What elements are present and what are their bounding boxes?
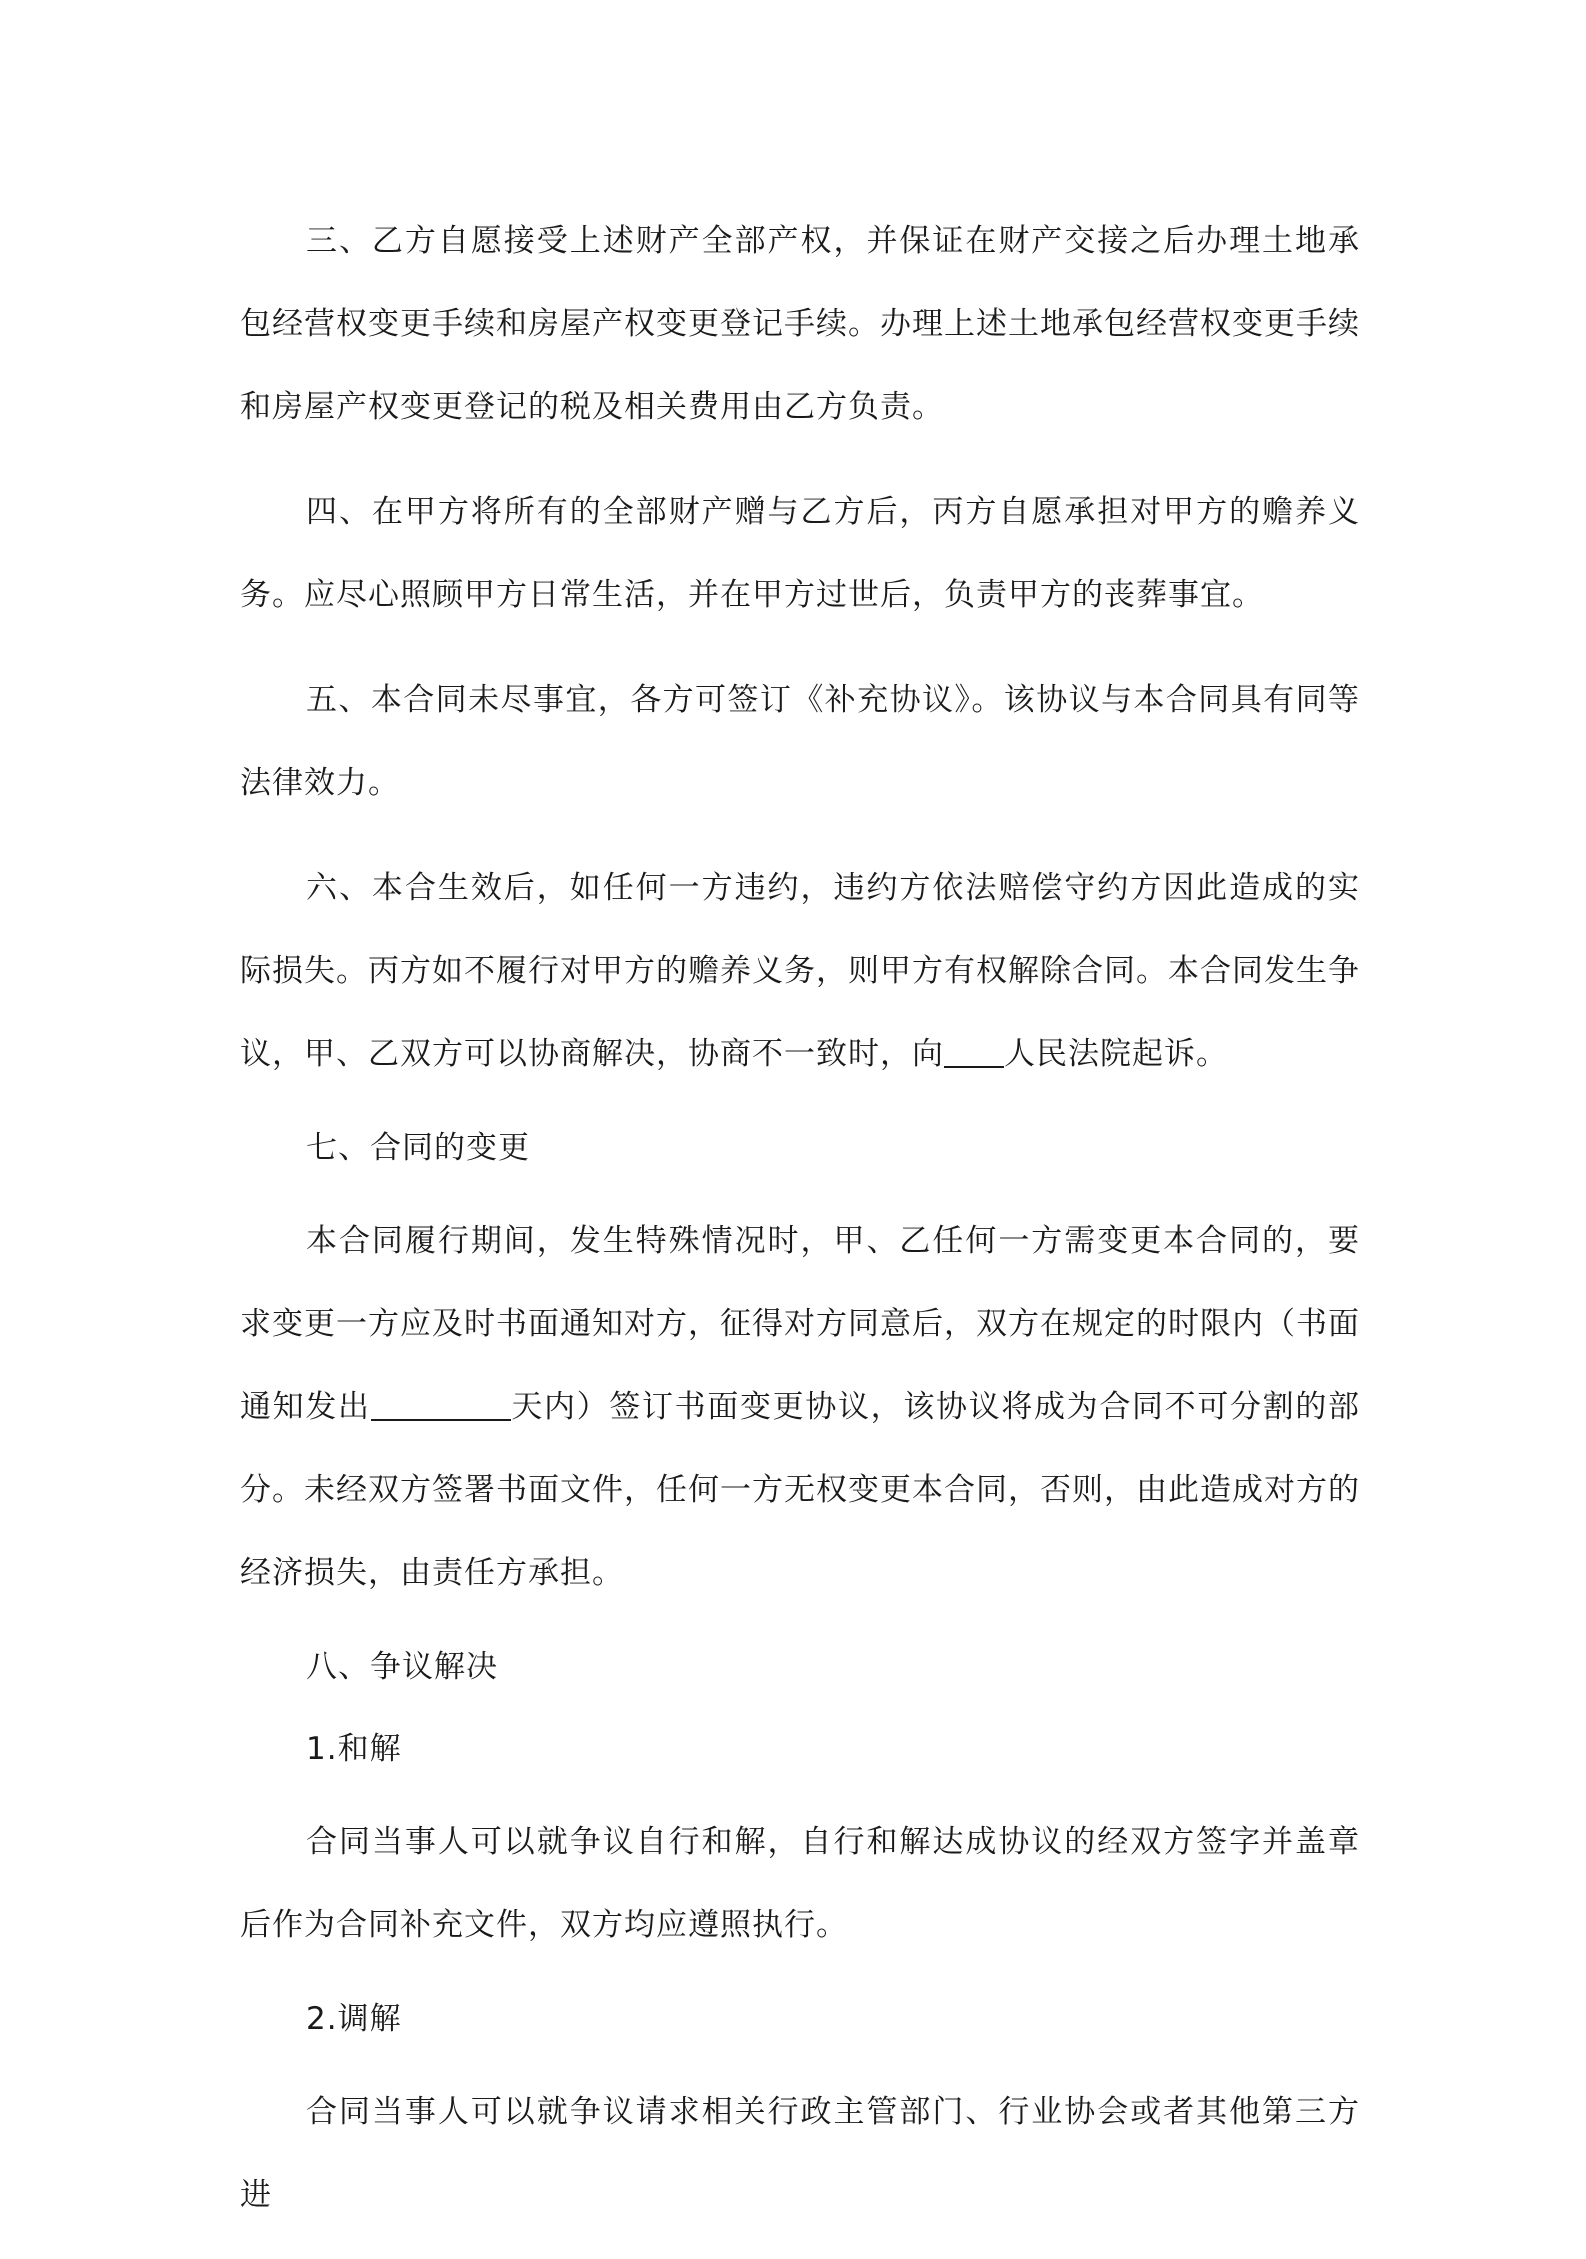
- subsection-2-heading: 2.调解: [306, 2001, 402, 2037]
- clause-8-heading: 八、争议解决: [306, 1649, 498, 1685]
- document-body: [240, 200, 1360, 2259]
- clause-7-paragraph: [240, 1200, 1360, 1615]
- notice-days-blank: [371, 1389, 511, 1421]
- subsection-1-heading: 1.和解: [306, 1731, 402, 1767]
- clause-6-paragraph: [240, 847, 1360, 1096]
- clause-5-paragraph: 五、本合同未尽事宜，各方可签订《补充协议》。该协议与本合同具有同等法律效力。: [240, 682, 1360, 801]
- clause-7-heading: 七、合同的变更: [306, 1130, 530, 1166]
- clause-7-text-before-blank: 本合同履行期间，发生特殊情况时，甲、乙任何一方需变更本合同的，要求变更一方应及时书面通知对方，征得对方同意后，双方在规定的时限内（书面通知发出: [240, 1223, 1360, 1425]
- clause-3-paragraph: 三、乙方自愿接受上述财产全部产权，并保证在财产交接之后办理土地承包经营权变更手续和房屋产权变更登记手续。办理上述土地承包经营权变更手续和房屋产权变更登记的税及相关费用由乙方负责。: [240, 223, 1360, 425]
- court-name-blank: [944, 1036, 1004, 1068]
- clause-6-text-before-blank: 六、本合生效后，如任何一方违约，违约方依法赔偿守约方因此造成的实际损失。丙方如不履行对甲方的赡养义务，则甲方有权解除合同。本合同发生争议，甲、乙双方可以协商解决，协商不一致时，向: [240, 870, 1360, 1072]
- clause-6-text-after-blank: 人民法院起诉。: [1004, 1036, 1228, 1072]
- clause-7-text-after-blank: 天内）签订书面变更协议，该协议将成为合同不可分割的部分。未经双方签署书面文件，任何一方无权变更本合同，否则，由此造成对方的经济损失，由责任方承担。: [240, 1389, 1361, 1591]
- subsection-1-paragraph: 合同当事人可以就争议自行和解，自行和解达成协议的经双方签字并盖章后作为合同补充文件，双方均应遵照执行。: [240, 1824, 1360, 1943]
- clause-4-paragraph: 四、在甲方将所有的全部财产赠与乙方后，丙方自愿承担对甲方的赡养义务。应尽心照顾甲方日常生活，并在甲方过世后，负责甲方的丧葬事宜。: [240, 494, 1360, 613]
- subsection-2-paragraph: 合同当事人可以就争议请求相关行政主管部门、行业协会或者其他第三方进: [240, 2094, 1360, 2213]
